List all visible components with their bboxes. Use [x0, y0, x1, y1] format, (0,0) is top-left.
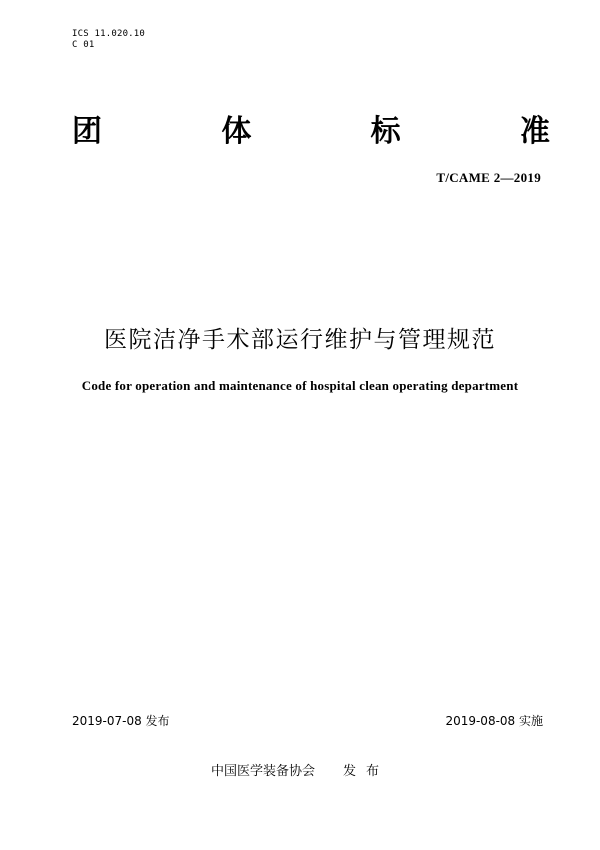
heading-char-3: 标	[370, 114, 401, 149]
heading-char-2: 体	[221, 114, 252, 149]
heading-char-4: 准	[519, 114, 550, 149]
issuing-organization: 中国医学装备协会	[210, 764, 315, 779]
title-english: Code for operation and maintenance of hospital clean operating department	[81, 378, 519, 393]
heading-char-1: 团	[72, 114, 102, 149]
implementation-date: 2019-08-08 实施	[445, 714, 543, 728]
classification-codes	[72, 29, 145, 51]
standard-number: T/CAME 2—2019	[436, 170, 541, 185]
date-row	[72, 713, 543, 729]
standard-type-heading	[72, 112, 550, 152]
release-date: 2019-07-08 发布	[72, 714, 170, 728]
ics-code: ICS 11.020.10	[72, 29, 146, 39]
ccs-code: C 01	[72, 40, 95, 50]
issuer-line	[0, 763, 600, 781]
title-chinese: 医院洁净手术部运行维护与管理规范	[104, 327, 496, 353]
publish-label: 发布	[343, 764, 390, 779]
